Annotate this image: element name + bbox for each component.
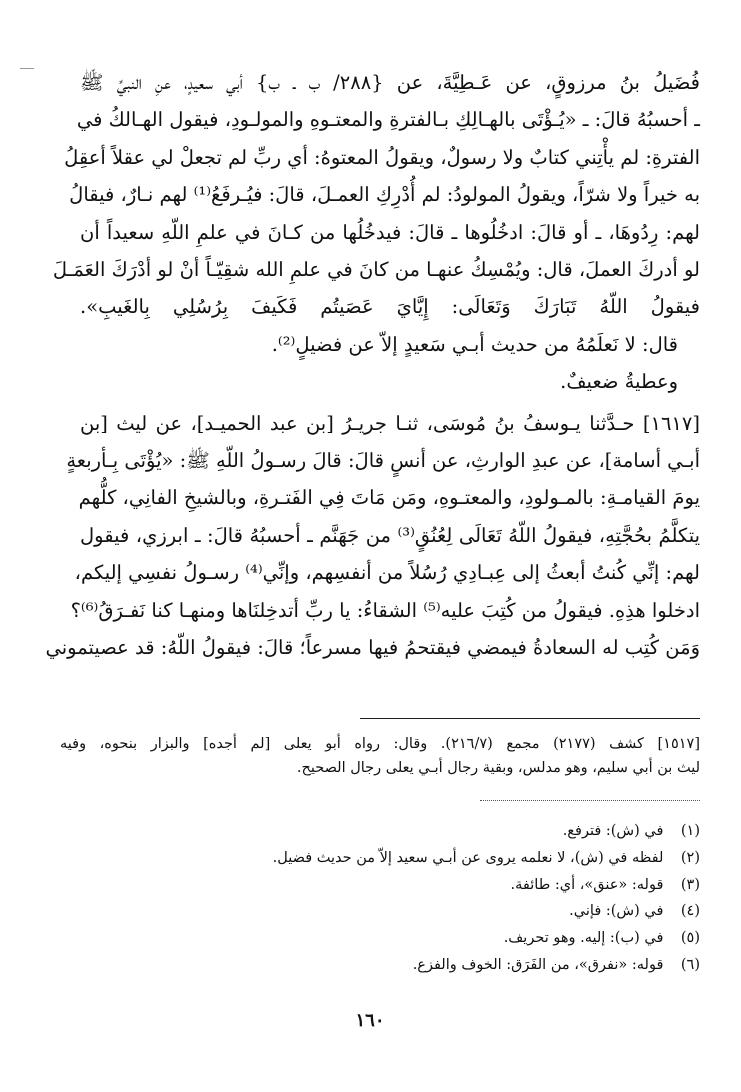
footnote — [100, 818, 700, 845]
text-line: فيقولُ اللّهُ تَبَارَكَ وَتَعَالَى: إِيَّايَ عَصَيتُم فَكَيفَ بِرُسُلِي بِالغَيبِ». — [80, 295, 700, 319]
text-line: لهم: إنِّي كُنتُ أبعثُ إلى عِبـادِي رُسُلاً من أنفسِهم، وإنِّي⁽⁴⁾ رسـولُ نفسِي إليكم، — [74, 561, 700, 585]
text-line: به خيراً ولا شرّاً، ويقولُ المولودُ: لم أُدْرِكِ العمـلَ، قالَ: فيُـرفَعُ⁽¹⁾ لهم نـارٌ، فيقالُ — [69, 183, 700, 207]
text-line: ـ أحسبُهُ قالَ: ـ «يُـؤْتَى بالهـالِكِ بـالفترةِ والمعتـوهِ والمولـودِ، فيقول الهـالكُ في — [76, 108, 700, 132]
text-line: فُضَيلُ بنُ مرزوقٍ، عن عَـطِيَّةَ، عن {٢٨٨/ ب ـ ب} أبي سعيدٍ، عنِ النبيِّ ﷺ — [80, 71, 700, 94]
margin-mark — [20, 68, 34, 69]
text-line: الفترةِ: لم يأْتِني كتابٌ ولا رسولٌ، ويقولُ المعتوهُ: أي ربِّ لم تجعلْ لي عقلاً أعقِلُ — [64, 145, 700, 169]
footnote-number: (٦) — [680, 956, 700, 973]
footnote-text: لفظه في (ش)، لا نعلمه يروى عن أبـي سعيد إلاّ من حديث فضيل. — [272, 849, 664, 866]
footnote — [100, 845, 700, 872]
footnote-text: في (ش): فترفع. — [562, 823, 664, 839]
text-line: يومَ القيامـةِ: بالمـولودِ، والمعتـوهِ، ومَن مَاتَ فِي الفَتـرةِ، وبالشيخِ الفانِي، كلُّهم — [78, 486, 700, 510]
footnote — [100, 898, 700, 925]
text-line: قال: لا نَعلَمُهُ من حديث أبـي سَعيدٍ إلاّ عن فضيلٍ⁽²⁾. — [271, 332, 678, 356]
dotted-divider — [480, 800, 700, 801]
footnote — [100, 952, 700, 979]
footnote-number: (٥) — [680, 930, 700, 947]
text-line: وَمَن كُتِب له السعادةُ فيمضي فيقتحمُ فيها مسرعاً؛ قالَ: فيقولُ اللّهُ: قد عصيتموني — [45, 636, 700, 660]
text-line: لو أدركَ العملَ، قال: ويُمْسِكُ عنهـا من كانَ في علمِ الله شقِيّـاً أنْ لو أدْرَكَ العَمَـلَ — [52, 258, 700, 282]
text-line: أبـي أسامة]، عن عبدِ الوارثِ، عن أنسٍ قالَ: قالَ رسـولُ اللّهِ ﷺ: «يُؤْتَى بِـأربعةٍ — [66, 449, 700, 473]
source-note-line: [١٥١٧] كشف (٢١٧٧) مجمع (٢١٦/٧). وقال: رواه أبو يعلى [لم أجده] والبزار بنحوه، وفيه — [60, 736, 700, 752]
footnote-text: في (ب): إليه. وهو تحريف. — [503, 930, 664, 947]
hadith-number-line: [١٦١٧] حـدَّثنا يـوسفُ بنُ مُوسَى، ثنـا جريـرُ [بن عبد الحميـد]، عن ليث [بن — [80, 411, 700, 435]
text-line: لهم: رِدُوهَا، ـ أو قالَ: ادخُلُوها ـ قالَ: فيدخُلُها من كـانَ في علمِ اللّهِ سعيداً أن — [80, 220, 700, 244]
footnotes — [100, 818, 700, 979]
footnote-number: (٤) — [680, 903, 700, 920]
source-note-line: ليث بن أبي سليم، وهو مدلس، وبقية رجال أبـي يعلى رجال الصحيح. — [296, 760, 700, 776]
text-line: ادخلوا هذِهِ. فيقولُ من كُتِبَ عليه⁽⁵⁾ الشقاءُ: يا ربِّ أتدخِلنَاها ومنهـا كنا نَفـرَقُ⁽⁶⁾؟ — [70, 598, 700, 622]
footnote — [100, 925, 700, 952]
text-line: يتكلَّمُ بحُجَّتِهِ، فيقولُ اللّهُ تَعَالَى لِعُنُقٍ⁽³⁾ من جَهَنَّم ـ أحسبُهُ قالَ: ـ ابرزي، فيقول — [80, 523, 701, 547]
footnote-text: قوله: «نفرق»، من الفَرَق: الخوف والفزع. — [412, 956, 664, 973]
footnote-number: (٣) — [680, 876, 700, 893]
footnote-number: (١) — [680, 823, 700, 839]
footnote-text: في (ش): فإني. — [569, 903, 664, 920]
source-note — [60, 732, 700, 780]
footnote — [100, 872, 700, 899]
text-line: وعطيةُ ضعيفٌ. — [560, 370, 678, 394]
footnote-number: (٢) — [680, 849, 700, 866]
footnote-text: قوله: «عنق»، أي: طائفة. — [510, 876, 664, 893]
divider — [360, 718, 700, 719]
page-number: ١٦٠ — [355, 1010, 385, 1031]
main-text — [45, 64, 701, 667]
